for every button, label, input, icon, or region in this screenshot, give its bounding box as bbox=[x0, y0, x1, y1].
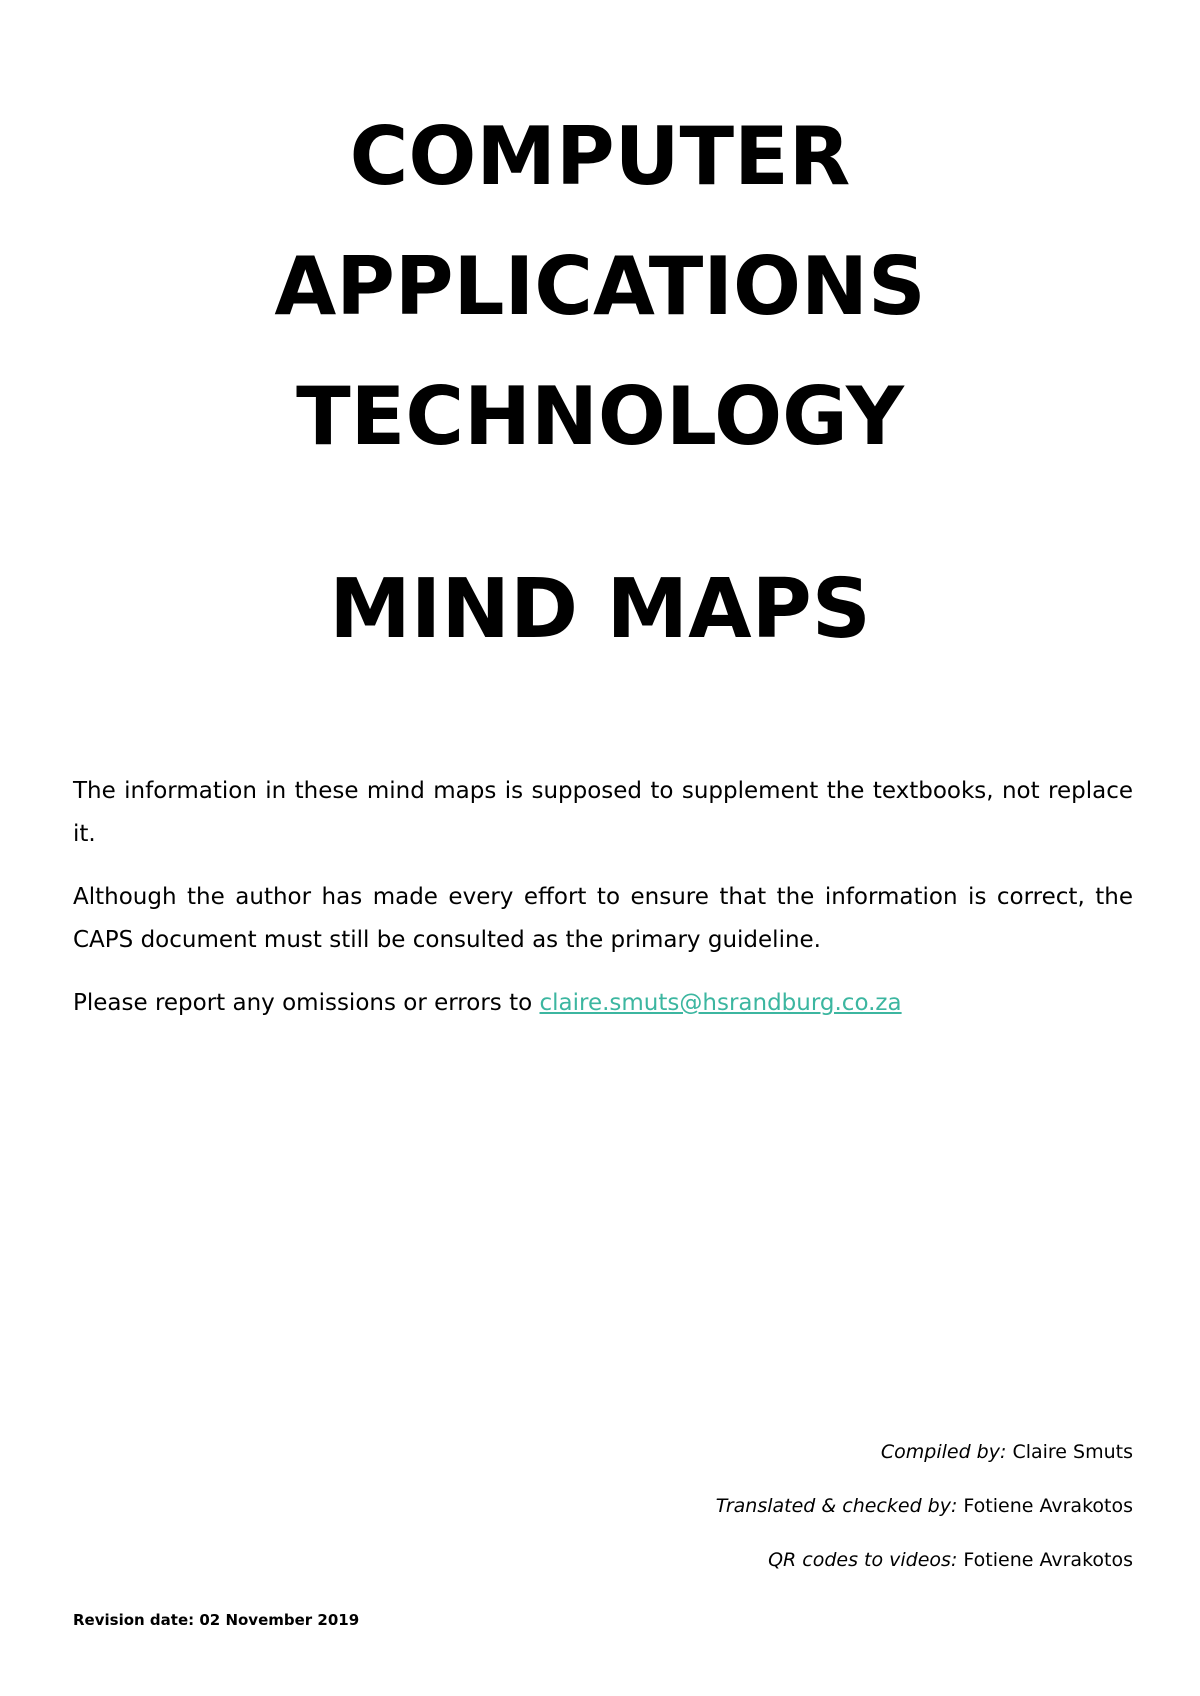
credits-block bbox=[716, 1425, 1133, 1587]
intro-text bbox=[73, 770, 1133, 1045]
paragraph-report bbox=[73, 982, 1133, 1025]
credit-name: Fotiene Avrakotos bbox=[963, 1495, 1133, 1517]
credit-compiled bbox=[716, 1425, 1133, 1479]
credit-role: Compiled by: bbox=[880, 1441, 1007, 1463]
title-line-1: COMPUTER bbox=[349, 110, 851, 203]
email-link[interactable]: claire.smuts@hsrandburg.co.za bbox=[539, 990, 902, 1016]
paragraph-supplement: The information in these mind maps is supposed to supplement the textbooks, not replace it. bbox=[73, 778, 1133, 847]
credit-role: Translated & checked by: bbox=[715, 1495, 958, 1517]
report-prefix: Please report any omissions or errors to bbox=[73, 990, 540, 1016]
document-title bbox=[0, 92, 1200, 482]
credit-name: Claire Smuts bbox=[1012, 1441, 1133, 1463]
credit-qr-codes bbox=[716, 1533, 1133, 1587]
title-line-3: TECHNOLOGY bbox=[296, 370, 904, 463]
credit-translated bbox=[716, 1479, 1133, 1533]
paragraph-disclaimer: Although the author has made every effort to ensure that the information is correct, the CAPS document must still be consulted as the primary guideline. bbox=[73, 884, 1133, 953]
revision-date: Revision date: 02 November 2019 bbox=[73, 1611, 360, 1629]
credit-role: QR codes to videos: bbox=[768, 1549, 958, 1571]
credit-name: Fotiene Avrakotos bbox=[963, 1549, 1133, 1571]
document-subtitle: MIND MAPS bbox=[329, 562, 871, 657]
title-line-2: APPLICATIONS bbox=[274, 240, 926, 333]
